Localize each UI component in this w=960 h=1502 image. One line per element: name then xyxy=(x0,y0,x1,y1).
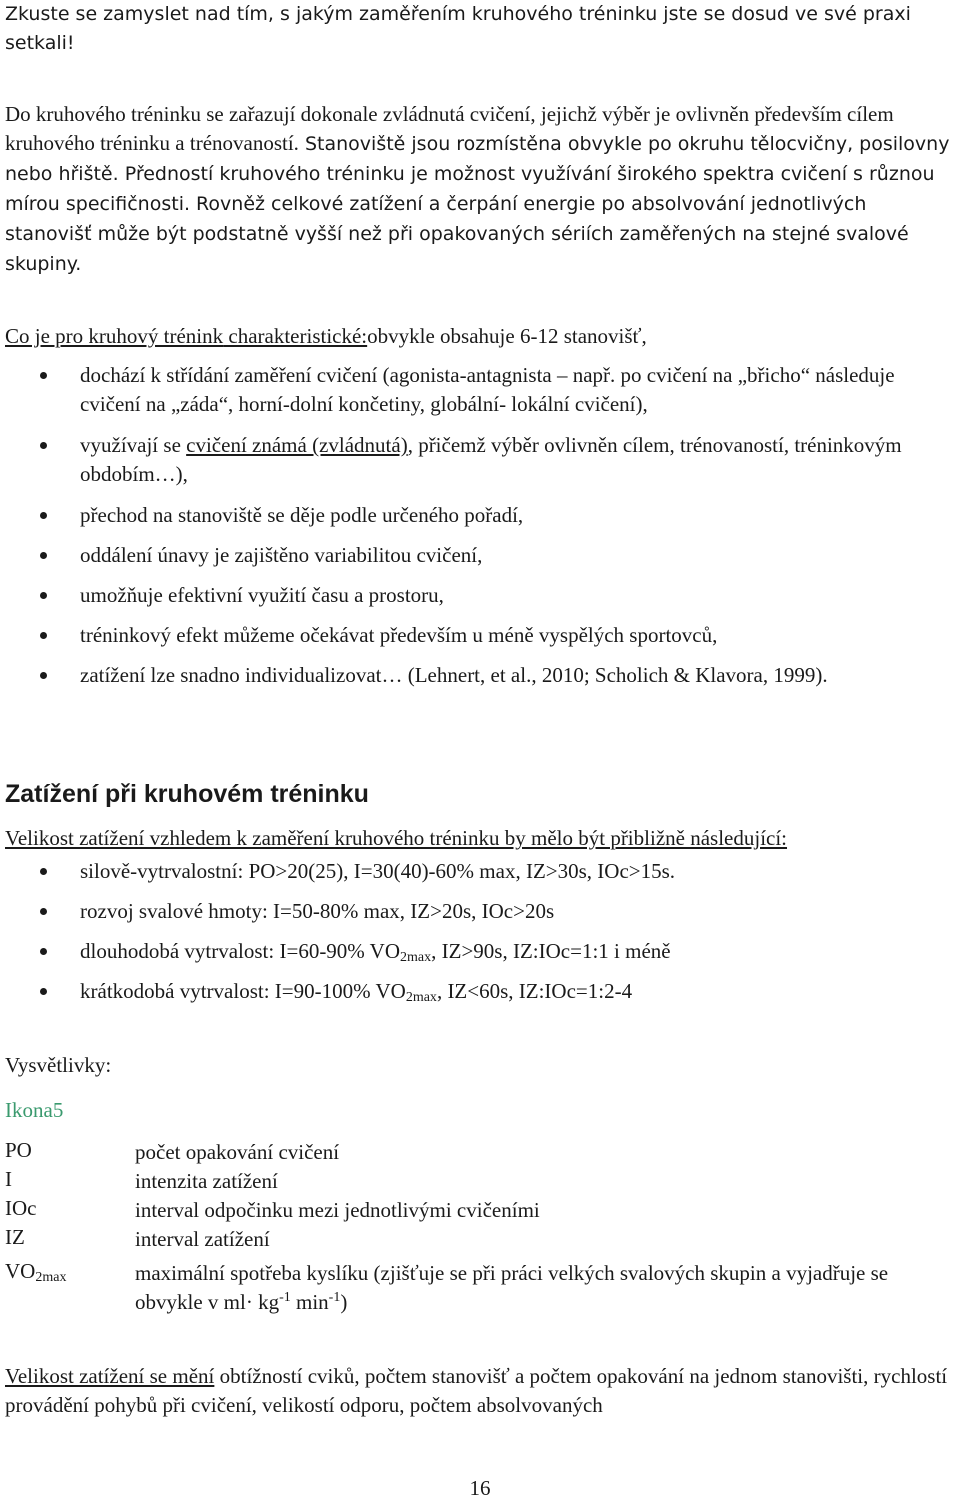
closing-rest: obtížností cviků, počtem stanovišť a počtem opakování na jednom stanovišti, rychlostí provádění pohybů při cvičení, velikostí odporu, počtem absolvovaných xyxy=(5,1364,948,1417)
list-item: rozvoj svalové hmoty: I=50-80% max, IZ>20s, IOc>20s xyxy=(0,897,955,926)
list-item-underlined: cvičení známá (zvládnutá) xyxy=(186,433,408,457)
characteristics-lead-rest: obvykle obsahuje 6-12 stanovišť, xyxy=(367,324,647,348)
superscript-exponent: -1 xyxy=(279,1290,291,1305)
load-lead-underlined: Velikost zatížení vzhledem k zaměření kruhového tréninku by mělo být přibližně následující: xyxy=(5,826,788,850)
list-item: oddálení únavy je zajištěno variabilitou cvičení, xyxy=(0,541,955,570)
list-item-text: , IZ>90s, IZ:IOc=1:1 i méně xyxy=(431,939,671,963)
legend-def-ioc: interval odpočinku mezi jednotlivými cvičeními xyxy=(135,1198,540,1222)
legend-abbr-po: PO xyxy=(5,1138,32,1162)
closing-underlined: Velikost zatížení se mění xyxy=(5,1364,215,1388)
intro-sentence-2: Stanoviště jsou rozmístěna obvykle po okruhu tělocvičny, posilovny nebo hřiště. xyxy=(5,133,950,185)
page-number: 16 xyxy=(469,1476,491,1500)
load-lead xyxy=(5,824,955,853)
legend-def-text: maximální spotřeba kyslíku (zjišťuje se při práci velkých svalových skupin a vyjadřuje se obvykle v ml· kg xyxy=(135,1261,889,1314)
list-item-text: krátkodobá vytrvalost: I=90-100% VO xyxy=(80,979,406,1003)
list-item: tréninkový efekt můžeme očekávat především u méně vyspělých sportovců, xyxy=(0,621,955,650)
list-item: umožňuje efektivní využití času a prostoru, xyxy=(0,581,955,610)
list-item xyxy=(0,431,955,489)
intro-sentence-1: Do kruhového tréninku se zařazují dokonale zvládnutá cvičení, jejichž výběr je ovlivněn především cílem kruhového tréninku a trénovaností. xyxy=(5,102,894,155)
icon-label: Ikona5 xyxy=(5,1098,64,1122)
legend-abbr-iz: IZ xyxy=(5,1225,25,1249)
superscript-exponent: -1 xyxy=(328,1290,341,1305)
legend-def-i: intenzita zatížení xyxy=(135,1169,278,1193)
subscript-2max: 2max xyxy=(35,1270,67,1285)
legend-title: Vysvětlivky: xyxy=(5,1053,112,1077)
legend-def-vo2max xyxy=(135,1259,935,1317)
legend-def-text: min xyxy=(290,1290,329,1314)
legend-def-iz: interval zatížení xyxy=(135,1227,270,1251)
list-item-text: , IZ<60s, IZ:IOc=1:2-4 xyxy=(436,979,633,1003)
list-item-prefix: využívají se xyxy=(80,433,187,457)
list-item: dochází k střídání zaměření cvičení (agonista-antagnista – např. po cvičení na „břicho“ následuje cvičení na „záda“, horní-dolní končetiny, globální- lokální cvičení), xyxy=(0,361,955,419)
legend-abbr-ioc: IOc xyxy=(5,1196,37,1220)
legend-abbr-vo-text: VO xyxy=(5,1259,36,1283)
list-item: zatížení lze snadno individualizovat… (Lehnert, et al., 2010; Scholich & Klavora, 1999). xyxy=(0,661,955,690)
characteristics-lead-underlined-2: charakteristické: xyxy=(223,324,368,348)
intro-paragraph xyxy=(5,100,955,279)
subscript-2max: 2max xyxy=(405,990,437,1005)
legend-abbr-vo2max xyxy=(5,1259,66,1284)
reflection-question: Zkuste se zamyslet nad tím, s jakým zaměřením kruhového tréninku jste se dosud ve své praxi setkali! xyxy=(5,3,911,54)
legend-def-text: ) xyxy=(340,1290,348,1314)
legend-abbr-i: I xyxy=(5,1167,12,1191)
list-item: silově-vytrvalostní: PO>20(25), I=30(40)-60% max, IZ>30s, IOc>15s. xyxy=(0,857,955,886)
list-item: přechod na stanoviště se děje podle určeného pořadí, xyxy=(0,501,955,530)
legend-def-po: počet opakování cvičení xyxy=(135,1140,340,1164)
intro-sentence-3: Předností kruhového tréninku je možnost využívání širokého spektra cvičení s různou mírou specifičnosti. xyxy=(5,163,935,215)
section-heading: Zatížení při kruhovém tréninku xyxy=(5,780,369,808)
subscript-2max: 2max xyxy=(400,950,432,965)
list-item-rest: , přičemž výběr ovlivněn cílem, trénovaností, tréninkovým obdobím…), xyxy=(80,433,902,486)
list-item xyxy=(0,977,955,1006)
load-list xyxy=(0,857,955,1006)
list-item-text: dlouhodobá vytrvalost: I=60-90% VO xyxy=(80,939,401,963)
closing-paragraph xyxy=(5,1362,955,1420)
characteristics-list xyxy=(0,361,955,690)
intro-sentence-4: Rovněž celkové zatížení a čerpání energie po absolvování jednotlivých stanovišť může být podstatně vyšší než při opakovaných sériích zaměřených na stejné svalové skupiny. xyxy=(5,193,909,275)
characteristics-lead xyxy=(5,322,955,351)
list-item xyxy=(0,937,955,966)
characteristics-lead-underlined-1: Co je pro kruhový trénink xyxy=(5,324,224,348)
